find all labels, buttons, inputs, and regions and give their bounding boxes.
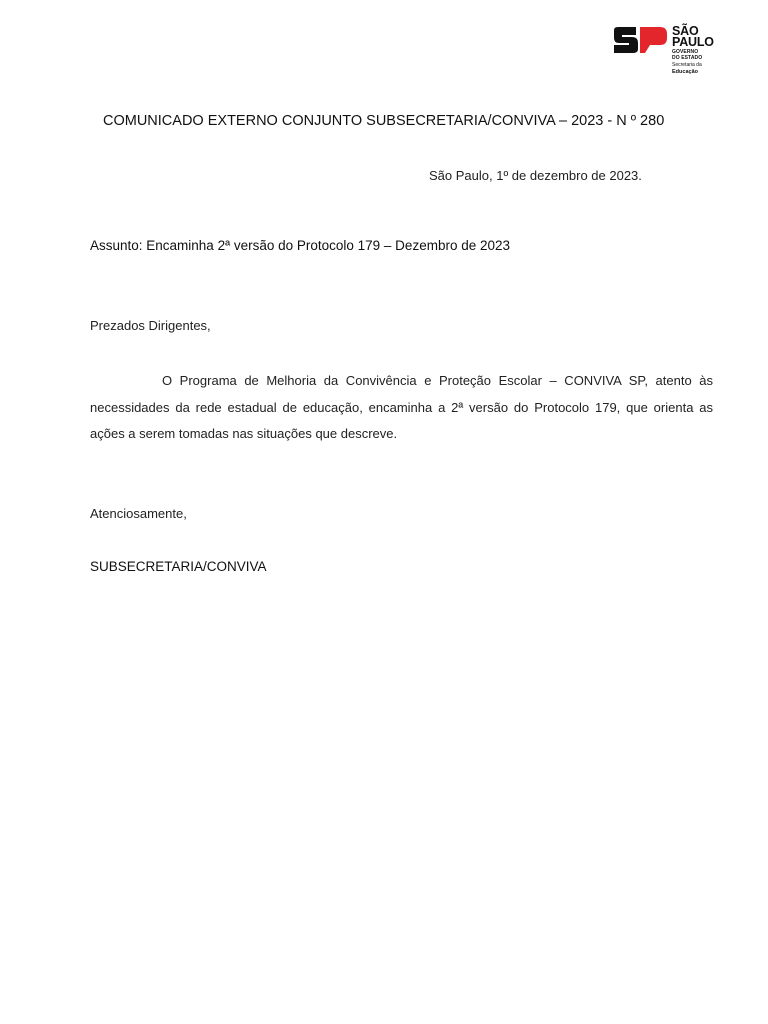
document-date: São Paulo, 1º de dezembro de 2023. (429, 168, 642, 183)
sp-logo-icon (612, 26, 668, 54)
logo-gov-line2: DO ESTADO (672, 54, 703, 61)
sao-paulo-logo (612, 26, 724, 80)
logo-title-line2: PAULO (672, 35, 714, 49)
logo-wordmark (672, 26, 726, 75)
document-signature: SUBSECRETARIA/CONVIVA (90, 559, 267, 574)
document-greeting: Prezados Dirigentes, (90, 318, 211, 333)
logo-educacao: Educação (672, 68, 698, 75)
logo-secretaria: Secretaria da (672, 62, 702, 68)
logo-title-line1: SÃO (672, 24, 699, 38)
document-body-paragraph: O Programa de Melhoria da Convivência e Proteção Escolar – CONVIVA SP, atento às necessidades da rede estadual de educação, encaminha a 2ª versão do Protocolo 179, que orienta as ações a serem tomadas nas situações que descreve. (90, 373, 713, 441)
logo-gov-line1: GOVERNO (672, 49, 699, 55)
document-closing: Atenciosamente, (90, 506, 187, 521)
document-heading: COMUNICADO EXTERNO CONJUNTO SUBSECRETARIA/CONVIVA – 2023 - N º 280 (103, 113, 665, 129)
document-subject: Assunto: Encaminha 2ª versão do Protocolo 179 – Dezembro de 2023 (90, 238, 511, 253)
